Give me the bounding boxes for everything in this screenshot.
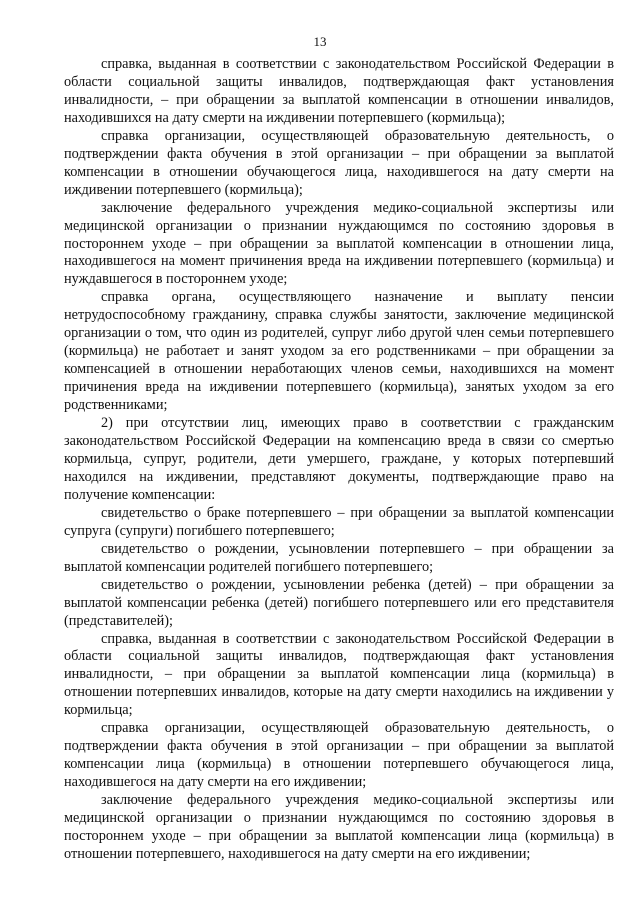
document-body [64, 56, 614, 864]
paragraph: справка органа, осуществляющего назначение и выплату пенсии нетрудоспособному гражданину, справка службы занятости, заключение медицинской организации о том, что один из родителей, супруг либо другой член семьи потерпевшего (кормильца) не работает и занят уходом за его родственниками – при обращении за компенсацией в отношении неработающих членов семьи, находившихся на момент причинения вреда на иждивении потерпевшего (кормильца), занятых уходом за его родственниками; [64, 289, 614, 414]
paragraph: справка организации, осуществляющей образовательную деятельность, о подтверждении факта обучения в этой организации – при обращении за выплатой компенсации лица (кормильца) в отношении потерпевшего обучающегося лица, находившегося на дату смерти на его иждивении; [64, 720, 614, 791]
paragraph: свидетельство о браке потерпевшего – при обращении за выплатой компенсации супруга (супруги) погибшего потерпевшего; [64, 504, 614, 539]
paragraph: справка, выданная в соответствии с законодательством Российской Федерации в области социальной защиты инвалидов, подтверждающая факт установления инвалидности, – при обращении за выплатой компенсации в отношении инвалидов, находившихся на дату смерти на иждивении потерпевшего (кормильца); [64, 56, 614, 126]
paragraph: свидетельство о рождении, усыновлении потерпевшего – при обращении за выплатой компенсации родителей погибшего потерпевшего; [64, 540, 614, 575]
page-number: 13 [313, 34, 327, 49]
paragraph: свидетельство о рождении, усыновлении ребенка (детей) – при обращении за выплатой компенсации ребенка (детей) погибшего потерпевшего или его представителя (представителей); [64, 576, 614, 629]
paragraph: 2) при отсутствии лиц, имеющих право в соответствии с гражданским законодательством Российской Федерации на компенсацию вреда в связи со смертью кормильца, супруг, родители, дети умершего, граждане, у которых потерпевший находился на иждивении, представляют документы, подтверждающие право на получение компенсации: [64, 415, 614, 503]
paragraph: справка, выданная в соответствии с законодательством Российской Федерации в области социальной защиты инвалидов, подтверждающая факт установления инвалидности, – при обращении за выплатой компенсации лица (кормильца) в отношении потерпевших инвалидов, которые на дату смерти находились на иждивении у кормильца; [64, 630, 614, 719]
paragraph: заключение федерального учреждения медико-социальной экспертизы или медицинской организации о признании нуждающимся по состоянию здоровья в постороннем уходе – при обращении за выплатой компенсации в отношении лица, находившегося на момент причинения вреда на иждивении потерпевшего (кормильца) и нуждавшегося в постороннем уходе; [64, 199, 614, 288]
paragraph: справка организации, осуществляющей образовательную деятельность, о подтверждении факта обучения в этой организации – при обращении за выплатой компенсации в отношении обучающегося лица, находившегося на дату смерти на иждивении потерпевшего (кормильца); [64, 127, 614, 198]
paragraph: заключение федерального учреждения медико-социальной экспертизы или медицинской организации о признании нуждающимся по состоянию здоровья в постороннем уходе – при обращении за выплатой компенсации лица (кормильца) в отношении потерпевшего, находившегося на дату смерти на его иждивении; [64, 792, 614, 862]
